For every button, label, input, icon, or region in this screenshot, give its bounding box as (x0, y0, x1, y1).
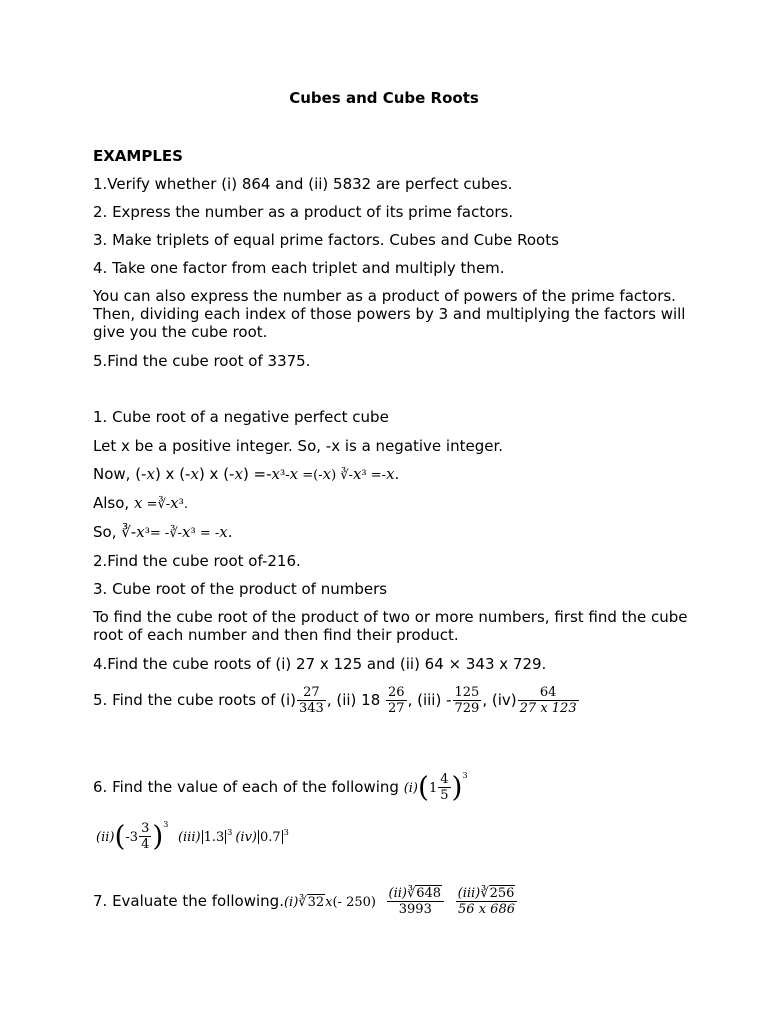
paragraph-product: To find the cube root of the product of two or more numbers, first find the cube root of each number and then find their product. (93, 608, 688, 644)
page-title: Cubes and Cube Roots (289, 89, 479, 107)
line-also: Also, x =∛-x³. (93, 494, 188, 512)
fraction-125-729: $\frac{125}{729}$ (454, 685, 480, 716)
section-product: 3. Cube root of the product of numbers (93, 580, 388, 598)
question-5: 5. Find the cube roots of (i) $\frac{27}{343}$ , (ii) 18 $\frac{26}{27}$ , (iii) - $\frac{125}{729}$ , (iv) $\frac{64}{27 x 123}$ (93, 685, 577, 716)
fraction-cbrt256-56x686: $\frac{\text{(iii)∛256}}{56 x 686}$ (456, 886, 518, 917)
line-2: 2. Express the number as a product of its prime factors. (93, 203, 514, 221)
line-3: 3. Make triplets of equal prime factors. Cubes and Cube Roots (93, 231, 559, 249)
line-let-x: Let x be a positive integer. So, -x is a negative integer. (93, 437, 504, 455)
section-negative-cube: 1. Cube root of a negative perfect cube (93, 408, 389, 426)
paragraph-powers: You can also express the number as a product of powers of the prime factors. Then, dividing each index of those powers by 3 and multiplying the factors will give you the cube root. (93, 287, 686, 341)
line-so: So, ∛-x³= -∛-x³ = -x. (93, 523, 233, 541)
question-6-parts: (ii)(-3 $\frac{3}{4}$ )$^3$ (iii) 1.3 $^3$ (iv) 0.7 $^3$ (96, 819, 289, 853)
line-now: Now, (-x) x (-x) x (-x) =-x³-x =(-x) ∛-x³ =-x. (93, 465, 400, 483)
fraction-64-27x123: $\frac{64}{27 x 123}$ (519, 685, 577, 716)
examples-heading: EXAMPLES (93, 147, 183, 165)
line-cube-roots-product: 4.Find the cube roots of (i) 27 x 125 and (ii) 64 × 343 x 729. (93, 655, 547, 673)
line-4: 4. Take one factor from each triplet and multiply them. (93, 259, 505, 277)
line-cube-root-216: 2.Find the cube root of-216. (93, 552, 301, 570)
fraction-4-5: $\frac{4}{5}$ (440, 772, 449, 803)
fraction-26-27: $\frac{26}{27}$ (388, 685, 405, 716)
fraction-cbrt648-3993: $\frac{(ii)∛648}{3993}$ (387, 886, 445, 917)
question-6: 6. Find the value of each of the following (i)(1 $\frac{4}{5}$ )$^3$ (93, 770, 468, 804)
question-7: 7. Evaluate the following.(i)∛32x(- 250) $\frac{(ii)∛648}{3993}$ $\frac{\text{(iii)∛256}}{56 x 686}$ (93, 882, 518, 922)
line-5: 5.Find the cube root of 3375. (93, 352, 311, 370)
fraction-27-343: $\frac{27}{343}$ (299, 685, 324, 716)
line-1: 1.Verify whether (i) 864 and (ii) 5832 are perfect cubes. (93, 175, 513, 193)
fraction-3-4: $\frac{3}{4}$ (141, 821, 150, 852)
